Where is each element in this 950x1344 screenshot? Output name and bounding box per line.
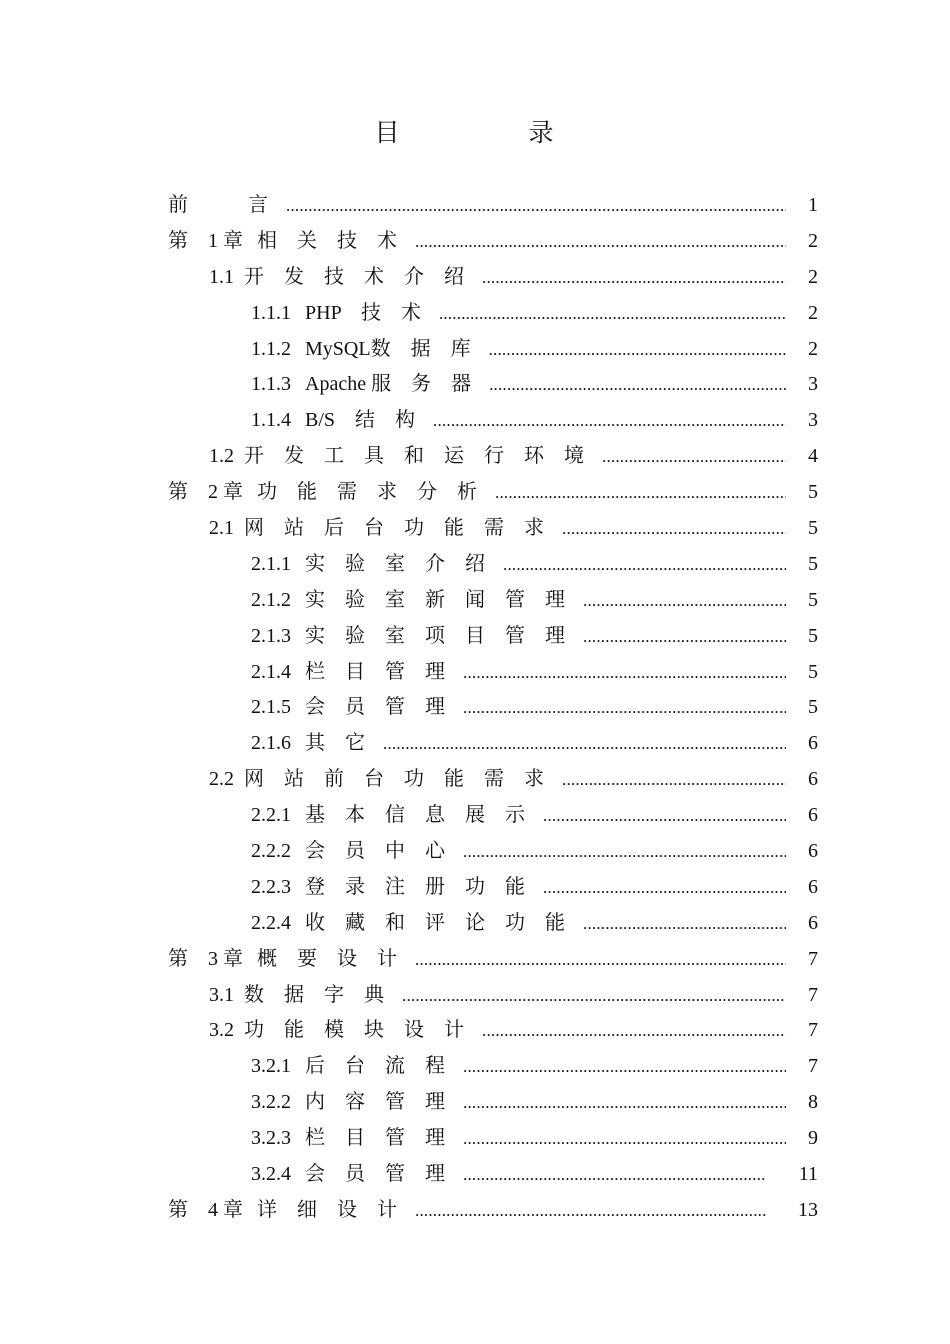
toc-entry-page-number: 1 xyxy=(808,194,818,216)
toc-dot-leader xyxy=(415,942,786,978)
toc-entry-page-number: 2 xyxy=(808,265,818,288)
toc-entry-label: 登 录 注 册 功 能 xyxy=(305,875,525,898)
toc-entry-label: 基 本 信 息 展 示 xyxy=(305,804,525,827)
toc-dot-leader xyxy=(583,583,786,619)
toc-dot-leader xyxy=(463,1157,766,1193)
toc-dot-leader xyxy=(463,690,786,726)
toc-entry-page-number: 6 xyxy=(808,911,818,934)
toc-entry-label: 开 发 工 具 和 运 行 环 境 xyxy=(244,445,584,468)
toc-entry-page-number: 5 xyxy=(808,552,818,575)
toc-dot-leader xyxy=(463,1049,786,1085)
toc-dot-leader xyxy=(383,726,786,762)
toc-entry[interactable] xyxy=(168,1157,818,1193)
toc-entry-number: 1.1.3 xyxy=(251,373,291,396)
toc-entry[interactable] xyxy=(168,367,818,403)
toc-dot-leader xyxy=(415,224,786,260)
toc-entry-label: 功 能 需 求 分 析 xyxy=(257,481,477,504)
toc-entry-page-number: 7 xyxy=(808,1019,818,1042)
toc-entry-page-number: 5 xyxy=(808,588,818,611)
toc-entry[interactable] xyxy=(168,690,818,726)
toc-dot-leader xyxy=(602,439,786,475)
toc-entry-number: 3.1 xyxy=(209,983,234,1006)
toc-dot-leader xyxy=(562,762,786,798)
toc-entry[interactable] xyxy=(168,224,818,260)
toc-entry-page-number: 7 xyxy=(808,983,818,1006)
toc-dot-leader xyxy=(463,1121,786,1157)
toc-entry-page-number: 2 xyxy=(808,337,818,360)
toc-dot-leader xyxy=(286,188,786,224)
toc-entry-label: 详 细 设 计 xyxy=(257,1198,397,1221)
toc-entry-label: 会 员 中 心 xyxy=(305,840,445,863)
toc-entry-number: 2.2.4 xyxy=(251,911,291,934)
toc-entry-page-number: 5 xyxy=(808,660,818,683)
toc-entry[interactable] xyxy=(168,762,818,798)
toc-entry-page-number: 5 xyxy=(808,624,818,647)
toc-entry-page-number: 5 xyxy=(808,481,818,504)
table-of-contents xyxy=(168,188,818,1229)
toc-entry[interactable] xyxy=(168,296,818,332)
toc-entry-label: B/S 结 构 xyxy=(305,409,416,432)
toc-entry[interactable] xyxy=(168,260,818,296)
toc-entry-label: 数 据 字 典 xyxy=(244,983,384,1006)
toc-entry-label: 实 验 室 新 闻 管 理 xyxy=(305,588,565,611)
toc-entry-number: 2.1 xyxy=(209,517,234,540)
toc-entry-page-number: 8 xyxy=(808,1091,818,1114)
toc-entry-number: 2.1.5 xyxy=(251,696,291,719)
toc-entry[interactable] xyxy=(168,332,818,368)
toc-dot-leader xyxy=(489,332,786,368)
toc-entry-number: 1.2 xyxy=(209,445,234,468)
toc-entry-page-number: 6 xyxy=(808,840,818,863)
toc-entry-page-number: 4 xyxy=(808,445,818,468)
toc-entry-label: 栏 目 管 理 xyxy=(305,1127,445,1150)
toc-entry[interactable] xyxy=(168,798,818,834)
toc-entry-label: 实 验 室 项 目 管 理 xyxy=(305,624,565,647)
toc-entry-page-number: 2 xyxy=(808,229,818,252)
toc-entry-label: 功 能 模 块 设 计 xyxy=(244,1019,464,1042)
toc-entry-number: 3.2.1 xyxy=(251,1055,291,1078)
toc-entry-label: PHP 技 术 xyxy=(305,301,421,324)
toc-entry-number: 2.1.6 xyxy=(251,732,291,755)
toc-entry-number: 1.1.2 xyxy=(251,337,291,360)
toc-entry-label: 实 验 室 介 绍 xyxy=(305,552,485,575)
toc-entry-number: 第 2 章 xyxy=(168,481,243,504)
toc-entry-label: 概 要 设 计 xyxy=(257,947,397,970)
toc-entry[interactable] xyxy=(168,726,818,762)
toc-entry-number: 2.1.2 xyxy=(251,588,291,611)
toc-dot-leader xyxy=(482,260,786,296)
toc-entry-number: 2.1.3 xyxy=(251,624,291,647)
toc-entry-number: 1.1.1 xyxy=(251,301,291,324)
toc-entry-page-number: 6 xyxy=(808,768,818,791)
toc-dot-leader xyxy=(495,475,786,511)
toc-entry-number: 3.2.3 xyxy=(251,1127,291,1150)
toc-entry-number: 1.1 xyxy=(209,265,234,288)
toc-entry-label: 前 言 xyxy=(168,194,268,216)
toc-dot-leader xyxy=(402,978,786,1014)
toc-entry-label: 收 藏 和 评 论 功 能 xyxy=(305,911,565,934)
toc-dot-leader xyxy=(543,870,786,906)
toc-entry-label: MySQL数 据 库 xyxy=(305,337,471,360)
toc-entry-page-number: 7 xyxy=(808,947,818,970)
toc-entry-number: 2.2.1 xyxy=(251,804,291,827)
toc-entry-number: 3.2.4 xyxy=(251,1163,291,1186)
toc-entry[interactable] xyxy=(168,978,818,1014)
toc-dot-leader xyxy=(463,834,786,870)
toc-entry-label: 开 发 技 术 介 绍 xyxy=(244,265,464,288)
toc-entry-page-number: 3 xyxy=(808,409,818,432)
toc-entry-number: 第 3 章 xyxy=(168,947,243,970)
toc-entry[interactable] xyxy=(168,475,818,511)
toc-entry-label: 网 站 前 台 功 能 需 求 xyxy=(244,768,544,791)
toc-entry-label: Apache 服 务 器 xyxy=(305,373,472,396)
toc-entry-number: 第 1 章 xyxy=(168,229,243,252)
toc-entry-number: 2.1.1 xyxy=(251,552,291,575)
toc-title: 目 录 xyxy=(374,120,606,147)
toc-entry-page-number: 6 xyxy=(808,875,818,898)
toc-entry-page-number: 3 xyxy=(808,373,818,396)
toc-dot-leader xyxy=(463,655,786,691)
toc-entry[interactable] xyxy=(168,439,818,475)
toc-dot-leader xyxy=(583,619,786,655)
toc-dot-leader xyxy=(482,1013,786,1049)
toc-entry-page-number: 9 xyxy=(808,1127,818,1150)
toc-entry[interactable] xyxy=(168,583,818,619)
toc-entry[interactable] xyxy=(168,942,818,978)
toc-entry[interactable] xyxy=(168,188,818,224)
toc-entry-label: 其 它 xyxy=(305,732,365,755)
toc-entry-page-number: 7 xyxy=(808,1055,818,1078)
toc-entry[interactable] xyxy=(168,870,818,906)
toc-entry-page-number: 6 xyxy=(808,732,818,755)
toc-entry-number: 3.2.2 xyxy=(251,1091,291,1114)
toc-entry-page-number: 6 xyxy=(808,804,818,827)
toc-entry-number: 3.2 xyxy=(209,1019,234,1042)
toc-entry[interactable] xyxy=(168,1085,818,1121)
toc-entry[interactable] xyxy=(168,834,818,870)
toc-entry[interactable] xyxy=(168,547,818,583)
toc-entry-label: 内 容 管 理 xyxy=(305,1091,445,1114)
toc-entry-number: 2.2.3 xyxy=(251,875,291,898)
toc-dot-leader xyxy=(489,367,786,403)
toc-dot-leader xyxy=(503,547,786,583)
toc-dot-leader xyxy=(562,511,786,547)
toc-entry-label: 网 站 后 台 功 能 需 求 xyxy=(244,517,544,540)
toc-entry[interactable] xyxy=(168,655,818,691)
toc-entry[interactable] xyxy=(168,1193,818,1229)
toc-entry[interactable] xyxy=(168,1049,818,1085)
toc-entry-number: 1.1.4 xyxy=(251,409,291,432)
toc-entry[interactable] xyxy=(168,1013,818,1049)
toc-entry-label: 会 员 管 理 xyxy=(305,1163,445,1186)
toc-entry-number: 2.1.4 xyxy=(251,660,291,683)
toc-entry-number: 2.2 xyxy=(209,768,234,791)
toc-entry[interactable] xyxy=(168,403,818,439)
toc-entry-label: 相 关 技 术 xyxy=(257,229,397,252)
toc-entry-page-number: 2 xyxy=(808,301,818,324)
toc-entry-page-number: 5 xyxy=(808,696,818,719)
toc-entry[interactable] xyxy=(168,619,818,655)
toc-entry-page-number: 13 xyxy=(798,1198,818,1221)
toc-dot-leader xyxy=(543,798,786,834)
toc-dot-leader xyxy=(433,403,786,439)
toc-entry-number: 第 4 章 xyxy=(168,1198,243,1221)
toc-entry-label: 栏 目 管 理 xyxy=(305,660,445,683)
toc-entry-page-number: 5 xyxy=(808,517,818,540)
toc-entry-label: 后 台 流 程 xyxy=(305,1055,445,1078)
toc-entry-label: 会 员 管 理 xyxy=(305,696,445,719)
toc-entry-page-number: 11 xyxy=(798,1163,818,1186)
toc-entry[interactable] xyxy=(168,906,818,942)
toc-entry-number: 2.2.2 xyxy=(251,840,291,863)
toc-dot-leader xyxy=(463,1085,786,1121)
toc-entry[interactable] xyxy=(168,1121,818,1157)
toc-dot-leader xyxy=(415,1193,766,1229)
toc-dot-leader xyxy=(439,296,786,332)
toc-entry[interactable] xyxy=(168,511,818,547)
toc-dot-leader xyxy=(583,906,786,942)
